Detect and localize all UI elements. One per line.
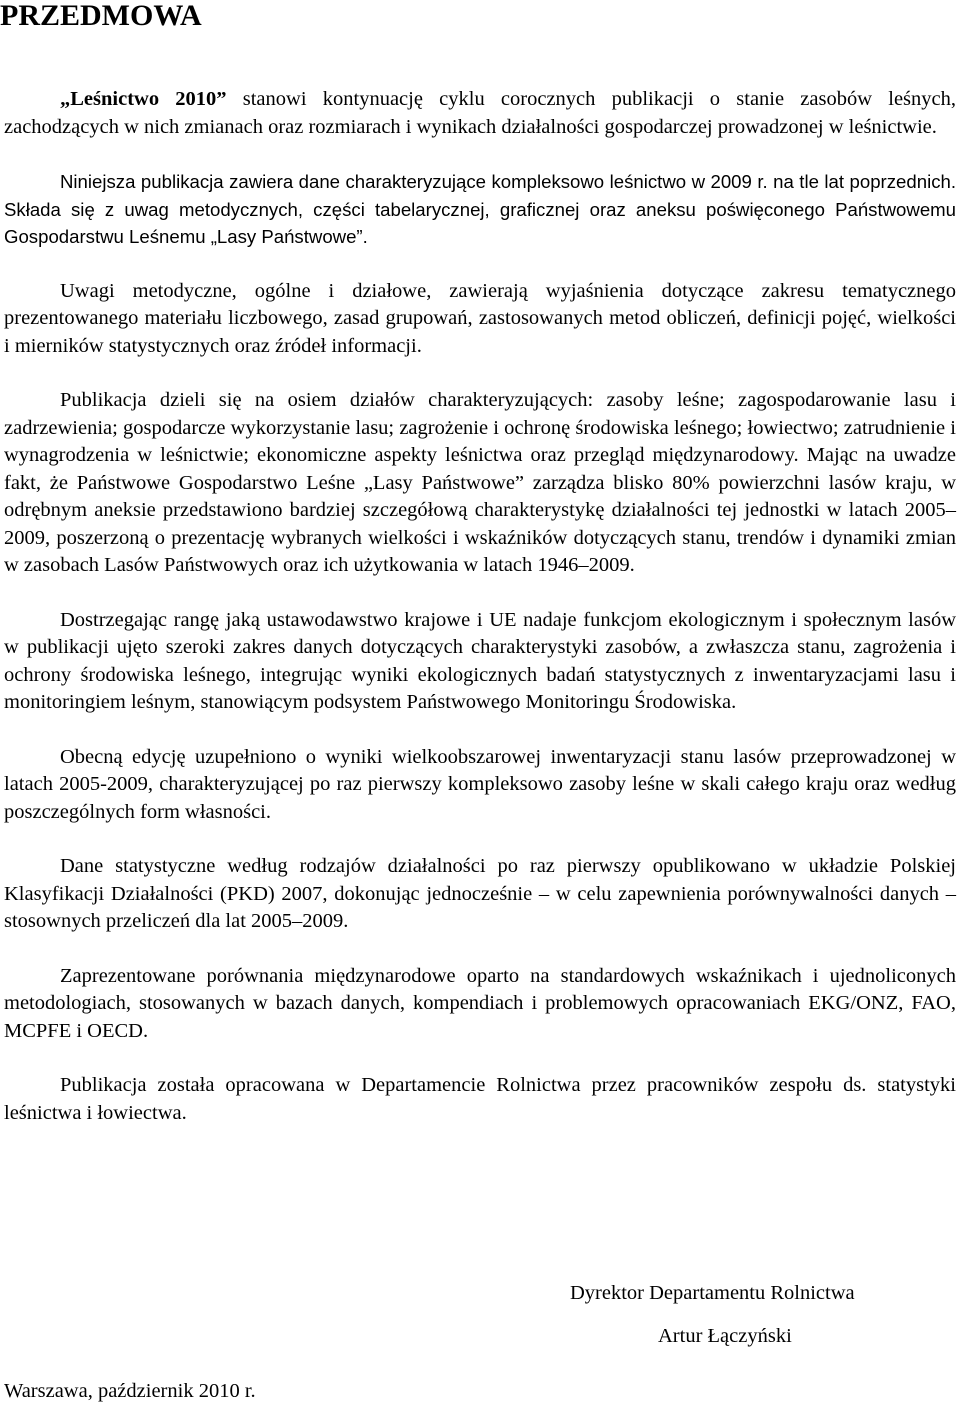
- paragraph-4: Publikacja dzieli się na osiem działów charakteryzujących: zasoby leśne; zagospodarowanie lasu i zadrzewienia; gospodarcze wykorzystanie lasu; zagrożenie i ochronę środowiska leśnego; łowiectwo; zatrudnienie i wynagrodzenia w leśnictwie; ekonomiczne aspekty leśnictwa oraz przegląd międzynarodowy. Mając na uwadze fakt, że Państwowe Gospodarstwo Leśne „Lasy Państwowe” zarządza blisko 80% powierzchni lasów kraju, w odrębnym aneksie przedstawiono bardziej szczegółową charakterystykę działalności tej jednostki w latach 2005–2009, poszerzoną o prezentację wybranych wielkości i wskaźników dotyczących stanu, trendów i dynamiki zmian w zasobach Lasów Państwowych oraz ich użytkowania w latach 1946–2009.: [4, 389, 956, 576]
- signatory-title: Dyrektor Departamentu Rolnictwa: [570, 1282, 855, 1304]
- paragraph-9: Publikacja została opracowana w Departamencie Rolnictwa przez pracowników zespołu ds. statystyki leśnictwa i łowiectwa.: [4, 1074, 956, 1124]
- publication-title: „Leśnictwo 2010”: [60, 88, 227, 110]
- paragraph-3: Uwagi metodyczne, ogólne i działowe, zawierają wyjaśnienia dotyczące zakresu tematycznego prezentowanego materiału liczbowego, zasad grupowań, zastosowanych metod obliczeń, definicji pojęć, wielkości i mierników statystycznych oraz źródeł informacji.: [4, 279, 956, 357]
- signatory-name: Artur Łączyński: [658, 1325, 792, 1347]
- paragraph-8: Zaprezentowane porównania międzynarodowe oparto na standardowych wskaźnikach i ujednoliconych metodologiach, stosowanych w bazach danych, kompendiach i problemowych opracowaniach EKG/ONZ, FAO, MCPFE i OECD.: [4, 964, 956, 1042]
- paragraph-6: Obecną edycję uzupełniono o wyniki wielkoobszarowej inwentaryzacji stanu lasów przeprowadzonej w latach 2005-2009, charakteryzującej po raz pierwszy kompleksowo zasoby leśne w skali całego kraju oraz według poszczególnych form własności.: [4, 745, 956, 823]
- paragraph-7: Dane statystyczne według rodzajów działalności po raz pierwszy opublikowano w układzie Polskiej Klasyfikacji Działalności (PKD) 2007, dokonując jednocześnie – w celu zapewnienia porównywalności danych – stosownych przeliczeń dla lat 2005–2009.: [4, 855, 956, 932]
- place-and-date: Warszawa, październik 2010 r.: [4, 1380, 256, 1402]
- signature-block: [570, 1280, 930, 1350]
- paragraph-1-text: stanowi kontynuację cyklu corocznych publikacji o stanie zasobów leśnych, zachodzących w nich zmianach oraz rozmiarach i wynikach działalności gospodarczej prowadzonej w leśnictwie.: [4, 88, 957, 138]
- preface-body: [4, 86, 956, 1154]
- paragraph-2: Niniejsza publikacja zawiera dane charakteryzujące kompleksowo leśnictwo w 2009 r. na tle lat poprzednich. Składa się z uwag metodycznych, części tabelarycznej, graficznej oraz aneksu poświęconego Państwowemu Gospodarstwu Leśnemu „Lasy Państwowe”.: [4, 171, 956, 247]
- paragraph-5: Dostrzegając rangę jaką ustawodawstwo krajowe i UE nadaje funkcjom ekologicznym i społecznym lasów w publikacji ujęto szeroki zakres danych dotyczących charakterystyki zasobów, a zwłaszcza stanu, zagrożenia i ochrony środowiska leśnego, integrując wyniki ekologicznych badań statystycznych z inwentaryzacjami lasu i monitoringiem leśnym, stanowiącym podsystem Państwowego Monitoringu Środowiska.: [4, 608, 956, 713]
- page-title: PRZEDMOWA: [0, 0, 202, 32]
- paragraph-1: [4, 86, 956, 141]
